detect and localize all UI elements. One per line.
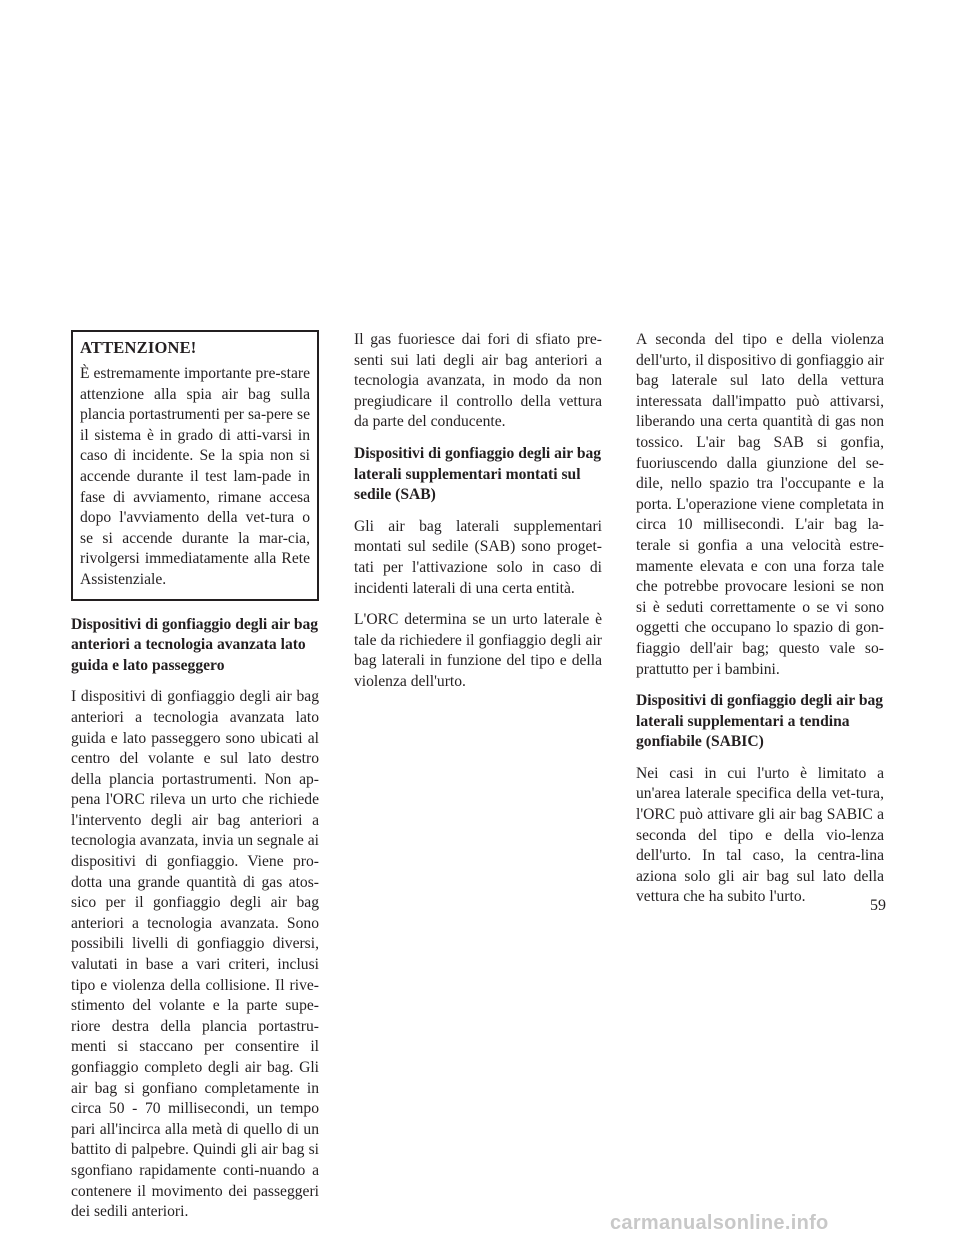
body-paragraph: I dispositivi di gonfiaggio degli air bag anteriori a tecnologia avanzata lato guida e lato passeggero sono ubicati al centro del volante e sul lato destro della plancia portastrumenti. Non ap-pena l'ORC rileva un urto che richiede l'intervento degli air bag anteriori a tecnologia avanzata, invia un segnale ai dispositivi di gonfiaggio. Viene pro-dotta una grande quantità di gas atos-sico per il gonfiaggio degli air bag anteriori a tecnologia avanzata. Sono possibili livelli di gonfiaggio diversi, valutati in base a vari criteri, inclusi tipo e violenza della collisione. Il rive-stimento del volante e la parte supe-riore destra della plancia portastru-menti si staccano per consentire il gonfiaggio completo degli air bag. Gli air bag si gonfiano completamente in circa 50 - 70 millisecondi, un tempo pari all'incirca alla metà di quello di un battito di palpebre. Quindi gli air bag si sgonfiano rapidamente conti-nuando a contenere il movimento dei passeggeri dei sedili anteriori.: [71, 688, 319, 1221]
body-paragraph: L'ORC determina se un urto laterale è tale da richiedere il gonfiaggio degli air bag laterali in funzione del tipo e della violenza dell'urto.: [354, 611, 602, 690]
text-column-middle: [354, 330, 602, 704]
body-paragraph: Gli air bag laterali supplementari montati sul sedile (SAB) sono proget-tati per l'attivazione solo in caso di incidenti laterali di una certa entità.: [354, 517, 602, 597]
section-heading-front-airbags: Dispositivi di gonfiaggio degli air bag anteriori a tecnologia avanzata lato guida e lato passeggero: [71, 615, 319, 674]
body-paragraph: Nei casi in cui l'urto è limitato a un'area laterale specifica della vet-tura, l'ORC può attivare gli air bag SABIC a seconda del tipo e della vio-lenza dell'urto. In tal caso, la centra-lina aziona solo gli air bag sul lato della vettura che ha subito l'urto.: [636, 764, 884, 906]
body-paragraph: Il gas fuoriesce dai fori di sfiato pre-senti sui lati degli air bag anteriori a tecnologia avanzata, in modo da non pregiudicare il controllo della vettura da parte del conducente.: [354, 331, 602, 431]
warning-title: ATTENZIONE!: [80, 338, 197, 357]
text-column-right: [636, 330, 884, 919]
body-paragraph: A seconda del tipo e della violenza dell'urto, il dispositivo di gonfiaggio air bag laterale sul lato della vettura interessata dall'impatto può attivarsi, liberando una certa quantità di gas non tossico. L'air bag SAB si gonfia, fuoriuscendo dalla giunzione del se-dile, nello spazio tra l'occupante e la porta. L'operazione viene completata in circa 10 millisecondi. L'air bag la-terale si gonfia a una velocità estre-mamente elevata e con una forza tale che potrebbe provocare lesioni se non si è seduti correttamente o se vi sono oggetti che occupano lo spazio di gon-fiaggio dell'air bag; questo vale so-prattutto per i bambini.: [636, 331, 884, 678]
warning-box: [71, 330, 319, 601]
watermark: carmanualsonline.info: [610, 1212, 829, 1234]
section-heading-curtain-airbags: Dispositivi di gonfiaggio degli air bag laterali supplementari a tendina gonfiabile (SABIC): [636, 692, 884, 751]
section-heading-side-airbags: Dispositivi di gonfiaggio degli air bag laterali supplementari montati sul sedile (SAB): [354, 444, 602, 504]
warning-text: È estremamente importante pre-stare attenzione alla spia air bag sulla plancia portastrumenti per sa-pere se il sistema è in grado di atti-varsi in caso di incidente. Se la spia non si accende durante il test lam-pade in fase di avviamento, rimane accesa dopo l'avviamento della vet-tura o se si accende durante la mar-cia, rivolgersi immediatamente alla Rete Assistenziale.: [80, 365, 310, 588]
text-column-left: [71, 330, 319, 1234]
page-number: 59: [870, 897, 886, 914]
